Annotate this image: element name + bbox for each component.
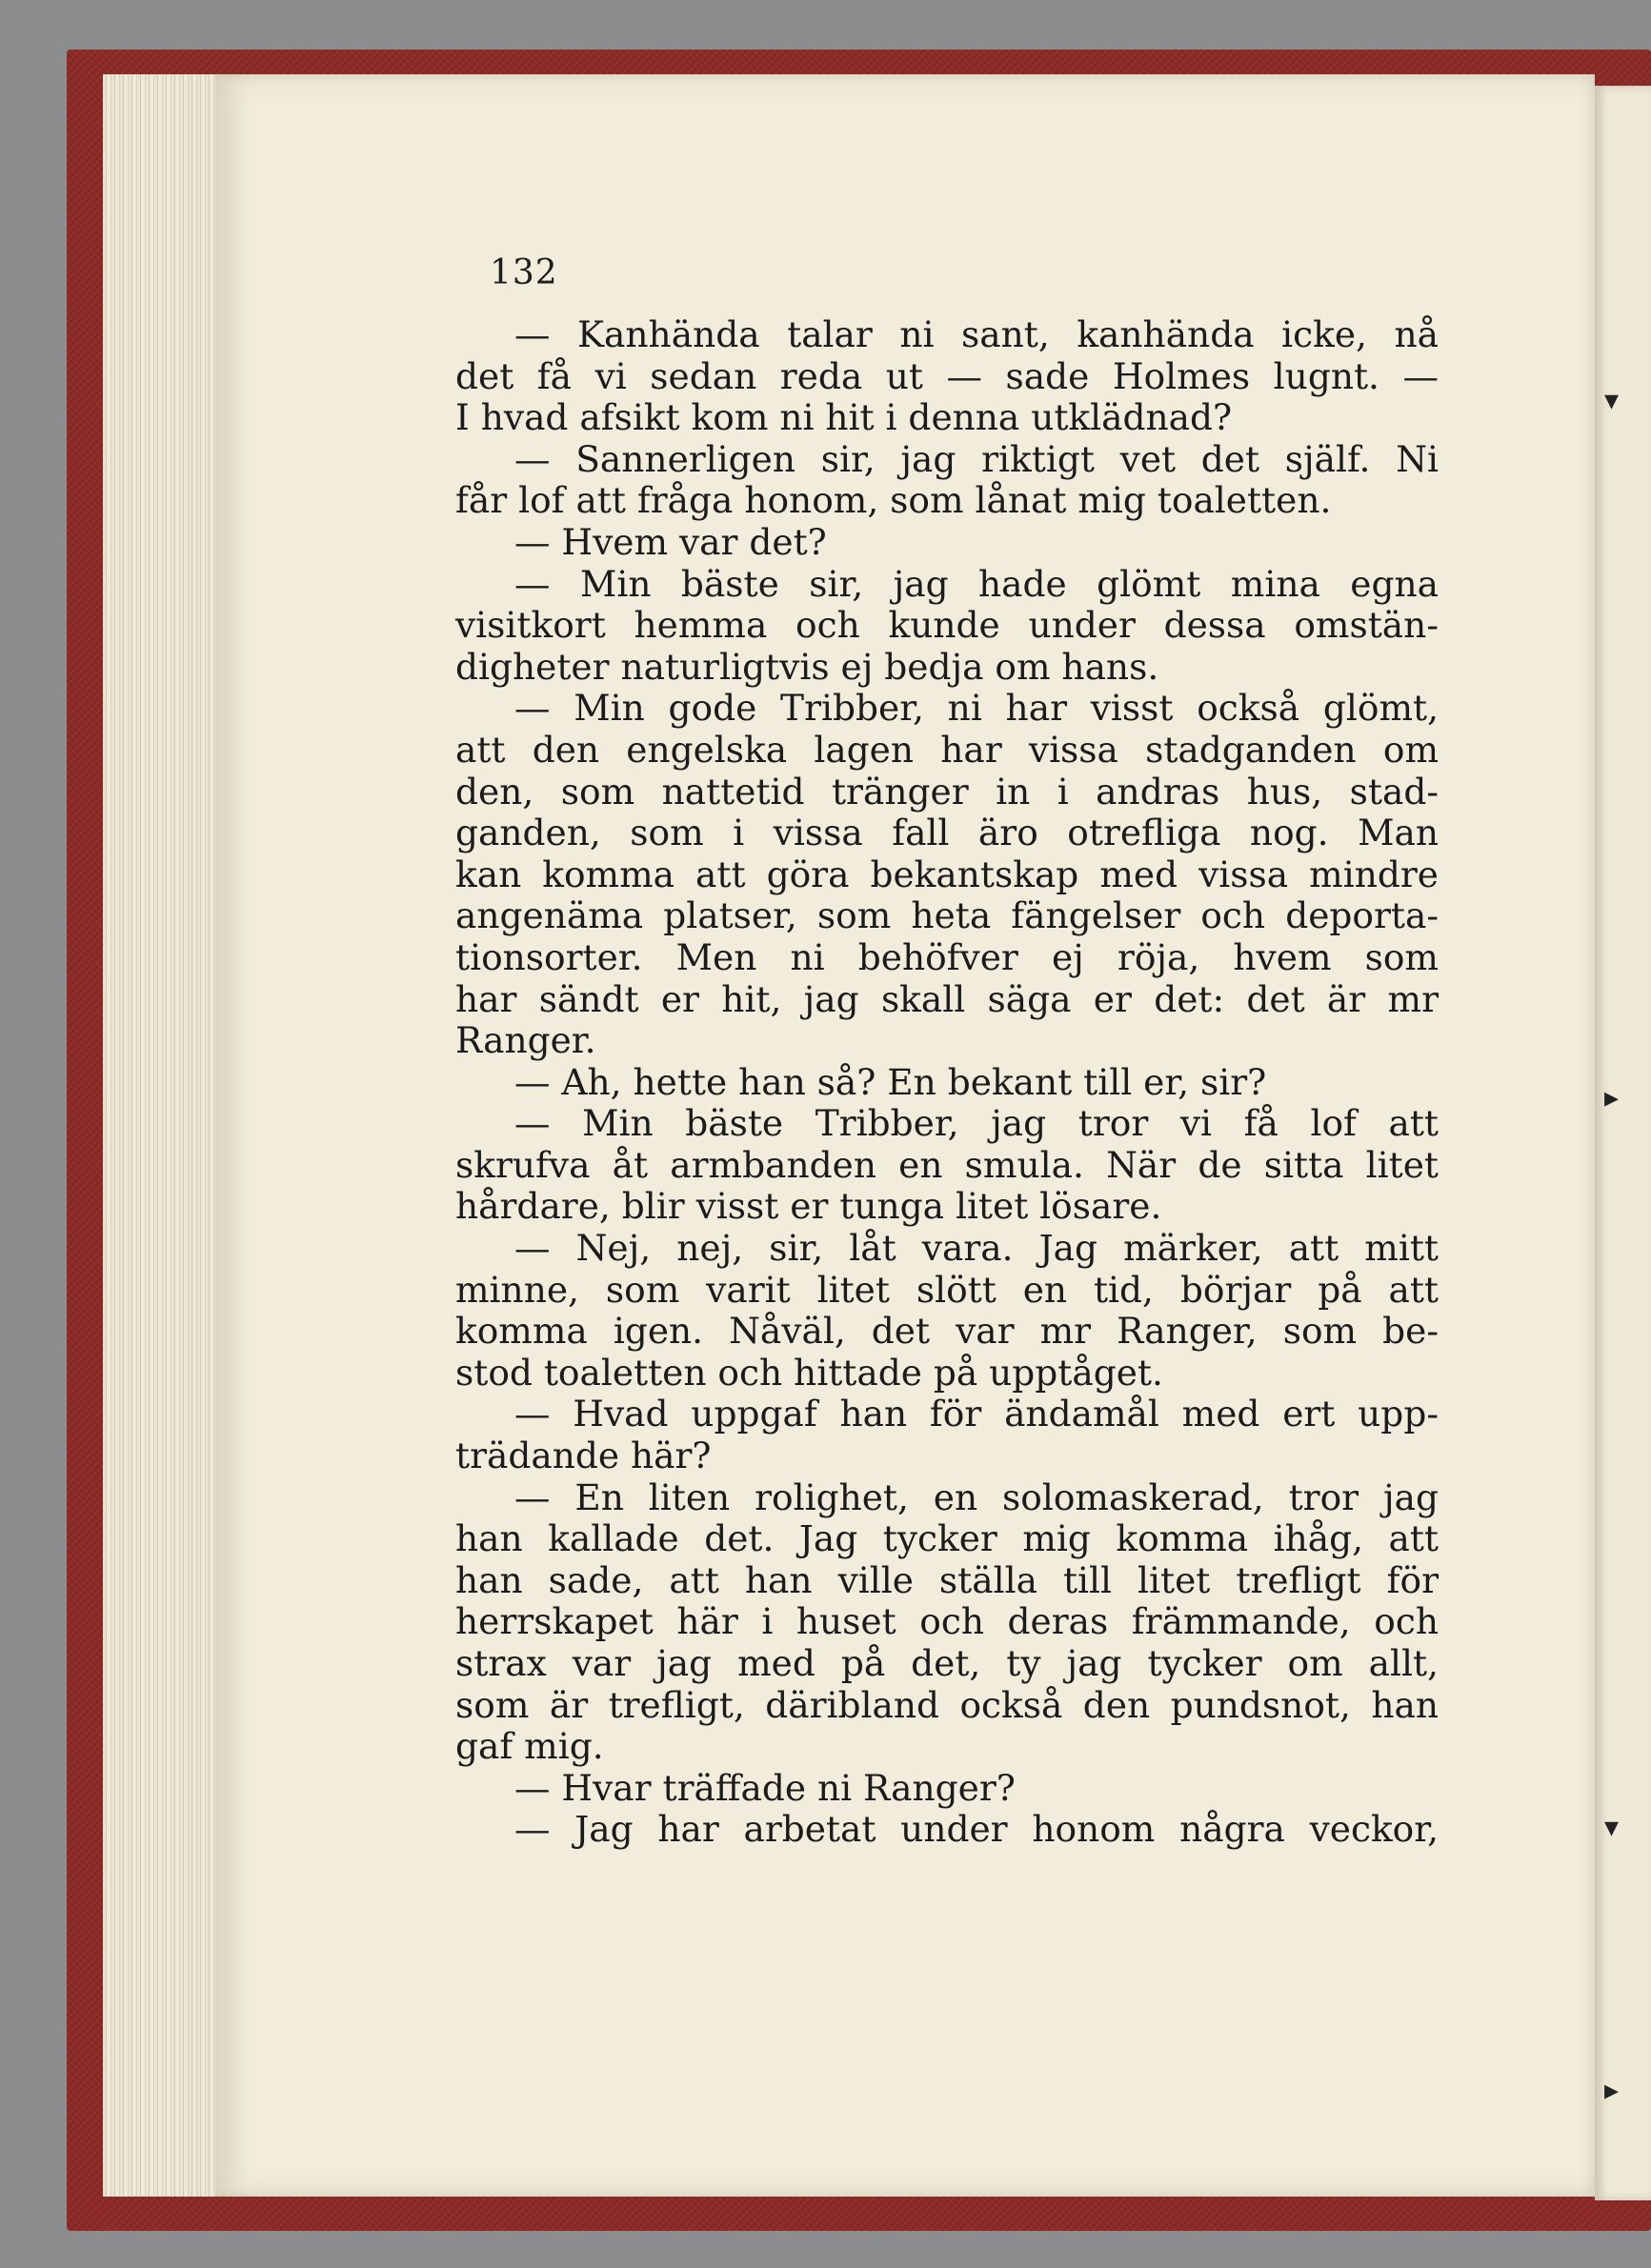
page-number: 132 — [490, 253, 558, 292]
text-line: digheter naturligtvis ej bedja om hans. — [455, 645, 1159, 688]
text-line: — Ah, hette han så? En bekant till er, sir? — [514, 1060, 1267, 1103]
text-line: — Min bäste Tribber, jag tror vi få lof att — [514, 1102, 1439, 1145]
text-line: det få vi sedan reda ut — sade Holmes lugnt. — — [455, 354, 1439, 397]
text-line: minne, som varit litet slött en tid, börjar på att — [455, 1268, 1439, 1311]
text-line: strax var jag med på det, ty jag tycker om allt, — [455, 1642, 1439, 1684]
text-line: den, som nattetid tränger in i andras hus, stad- — [455, 770, 1439, 813]
text-line: han kallade det. Jag tycker mig komma ihåg, att — [455, 1517, 1439, 1560]
text-line: visitkort hemma och kunde under dessa omstän- — [455, 604, 1439, 647]
page-edges — [103, 74, 227, 2197]
edge-mark: ▾ — [1604, 1811, 1620, 1844]
text-line: får lof att fråga honom, som lånat mig toaletten. — [455, 479, 1332, 522]
edge-mark: ▾ — [1604, 384, 1620, 417]
text-line: — Min bäste sir, jag hade glömt mina egna — [514, 562, 1439, 605]
text-line: — Nej, nej, sir, låt vara. Jag märker, att mitt — [514, 1227, 1439, 1270]
text-line: tionsorter. Men ni behöfver ej röja, hvem som — [455, 935, 1439, 978]
text-line: Ranger. — [455, 1019, 596, 1062]
text-line: herrskapet här i huset och deras främmande, och — [455, 1600, 1439, 1643]
text-line: — Jag har arbetat under honom några veckor, — [514, 1808, 1439, 1851]
text-line: — En liten rolighet, en solomaskerad, tror jag — [514, 1475, 1439, 1518]
text-line: att den engelska lagen har vissa stadganden om — [455, 728, 1439, 771]
text-line: har sändt er hit, jag skall säga er det: det är mr — [455, 977, 1439, 1020]
text-line: som är trefligt, däribland också den pundsnot, han — [455, 1683, 1439, 1726]
text-line: — Hvad uppgaf han för ändamål med ert upp- — [514, 1393, 1439, 1435]
text-line: — Kanhända talar ni sant, kanhända icke, nå — [514, 313, 1439, 355]
text-line: skrufva åt armbanden en smula. När de sitta litet — [455, 1143, 1439, 1186]
text-line: ganden, som i vissa fall äro otrefliga nog. Man — [455, 812, 1439, 854]
text-line: stod toaletten och hittade på upptåget. — [455, 1351, 1163, 1394]
text-line: — Sannerligen sir, jag riktigt vet det själf. Ni — [514, 437, 1439, 480]
text-line: trädande här? — [455, 1435, 712, 1477]
text-line: angenäma platser, som heta fängelser och deporta- — [455, 894, 1439, 937]
edge-mark: ▸ — [1604, 2074, 1620, 2107]
edge-mark: ▸ — [1604, 1081, 1620, 1114]
text-line: — Min gode Tribber, ni har visst också glömt, — [514, 687, 1439, 730]
text-line: I hvad afsikt kom ni hit i denna utklädnad? — [455, 396, 1233, 439]
text-line: han sade, att han ville ställa till litet trefligt för — [455, 1558, 1439, 1601]
text-line: — Hvar träffade ni Ranger? — [514, 1766, 1016, 1809]
text-line: komma igen. Nåväl, det var mr Ranger, som be- — [455, 1310, 1439, 1353]
text-line: hårdare, blir visst er tunga litet lösare. — [455, 1185, 1162, 1228]
page-text — [455, 314, 1439, 1851]
text-line: — Hvem var det? — [514, 520, 827, 563]
next-page-edge — [1595, 86, 1651, 2200]
text-line: kan komma att göra bekantskap med vissa mindre — [455, 853, 1439, 895]
text-line: gaf mig. — [455, 1725, 604, 1768]
